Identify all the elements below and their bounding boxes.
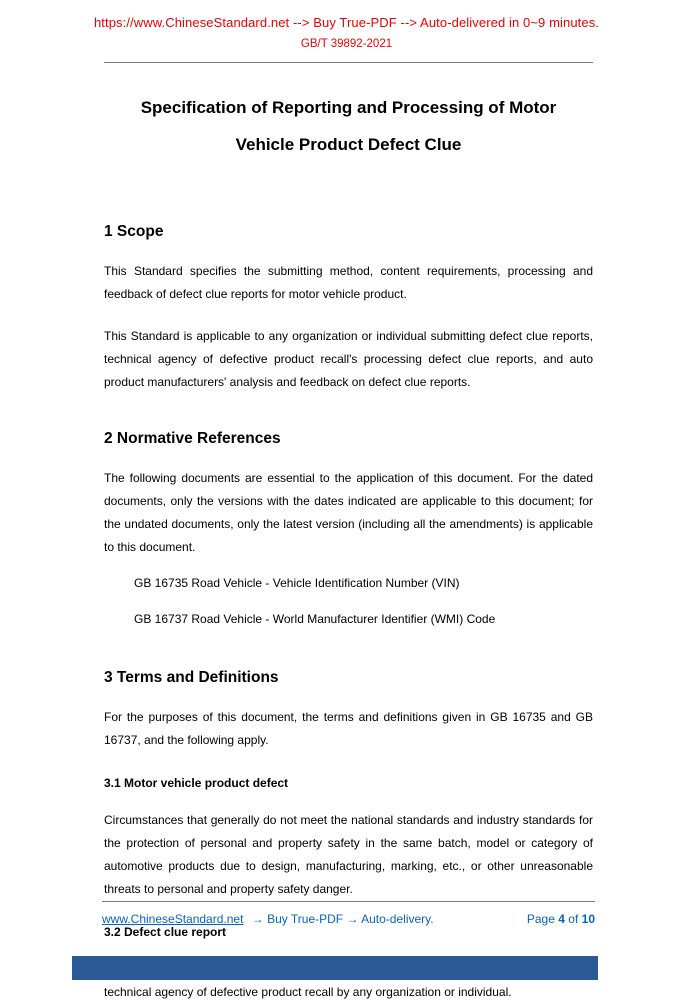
current-page-number: 4: [558, 912, 565, 926]
title-line-1: Specification of Reporting and Processing of Motor: [140, 98, 557, 117]
document-title: [104, 89, 593, 163]
footer-site-link[interactable]: www.ChineseStandard.net: [102, 912, 244, 926]
footer-tagline: → Buy True-PDF → Auto-delivery.: [251, 912, 434, 926]
scope-paragraph-2: This Standard is applicable to any organization or individual submitting defect clue reports, technical agency of defective product recall's processing defect clue reports, and auto product manufacturers' analysis and feedback on defect clue reports.: [104, 329, 593, 389]
page-word: Page: [526, 912, 555, 926]
normative-paragraph-1: The following documents are essential to the application of this document. For the dated documents, only the versions with the dates indicated are applicable to this document; for the undated documents, only the latest version (including all the amendments) is applicable to this document.: [104, 471, 593, 554]
document-body: [104, 62, 593, 1004]
footer-promo: [102, 912, 434, 926]
section-heading-normative-references: 2 Normative References: [104, 430, 281, 447]
standard-code: GB/T 39892-2021: [300, 38, 393, 50]
normative-reference-gb16735: GB 16735 Road Vehicle - Vehicle Identification Number (VIN): [134, 576, 460, 590]
normative-reference-gb16737: GB 16737 Road Vehicle - World Manufacturer Identifier (WMI) Code: [134, 612, 496, 626]
total-page-count: 10: [581, 912, 595, 926]
header-divider: [104, 62, 593, 63]
term-heading-motor-vehicle-product-defect: 3.1 Motor vehicle product defect: [104, 776, 289, 790]
terms-paragraph-1: For the purposes of this document, the terms and definitions given in GB 16735 and GB 16737, and the following apply.: [104, 710, 593, 747]
scope-paragraph-1: This Standard specifies the submitting method, content requirements, processing and feedback of defect clue reports for motor vehicle product.: [104, 264, 593, 301]
section-heading-terms-definitions: 3 Terms and Definitions: [104, 669, 279, 686]
promo-banner-link[interactable]: https://www.ChineseStandard.net --> Buy True-PDF --> Auto-delivered in 0~9 minutes.: [93, 15, 600, 30]
section-heading-scope: 1 Scope: [104, 223, 164, 240]
term-definition-defect-clue-report: technical agency of defective product recall by any organization or individual.: [104, 985, 512, 999]
page-indicator: [527, 912, 595, 926]
of-word: of: [568, 912, 579, 926]
next-page-edge-band: [72, 956, 598, 980]
term-heading-defect-clue-report: 3.2 Defect clue report: [104, 925, 227, 939]
term-definition-motor-vehicle-product-defect: Circumstances that generally do not meet the national standards and industry standards for the protection of personal and property safety in the same batch, model or category of automotive products due to design, manufacturing, marking, etc., or other unreasonable threats to personal and property safety danger.: [104, 813, 593, 896]
footer-divider: [102, 901, 595, 902]
title-line-2: Vehicle Product Defect Clue: [235, 135, 462, 154]
page-footer: [102, 901, 595, 926]
